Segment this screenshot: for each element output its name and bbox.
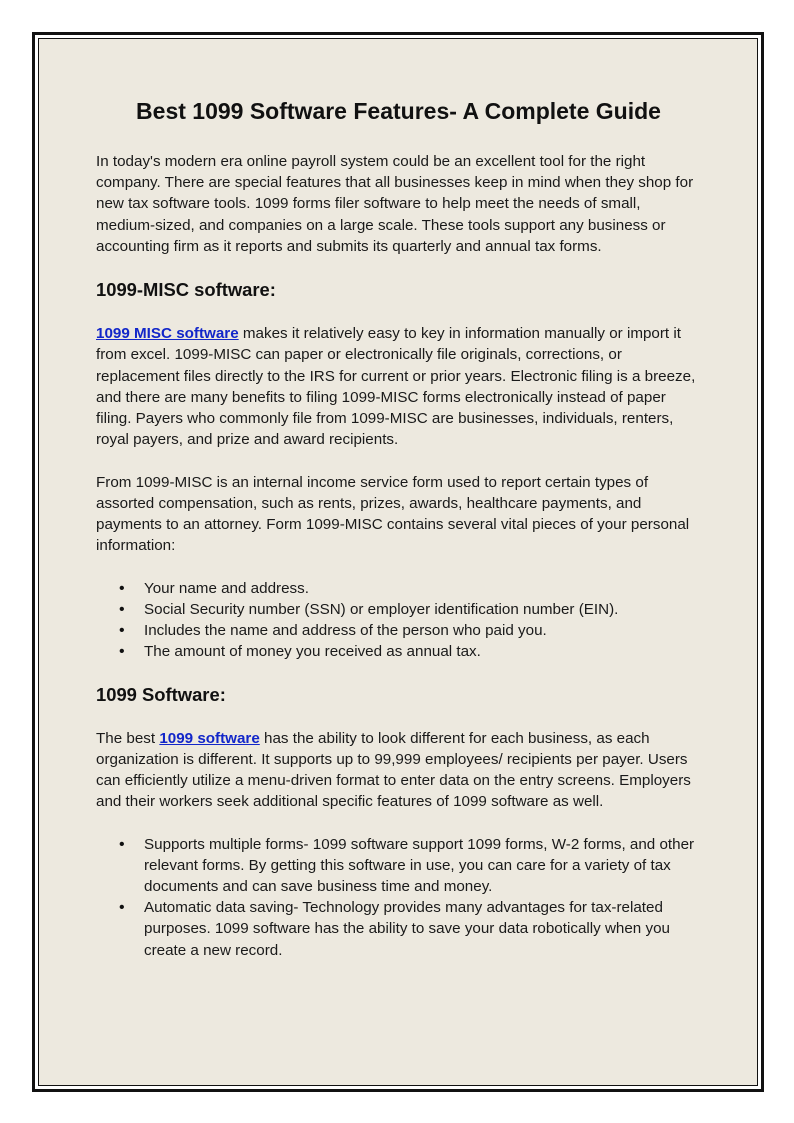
misc-paragraph-2: From 1099-MISC is an internal income service form used to report certain types of assorted compensation, such as rents, prizes, awards, healthcare payments, and payments to an attorney. Form 1099-MISC contains several vital pieces of your personal information:	[96, 473, 690, 555]
list-item: • Social Security number (SSN) or employer identification number (EIN).	[144, 599, 701, 620]
misc-paragraph-1	[96, 323, 701, 450]
software-paragraph	[96, 728, 701, 813]
misc-bullet-list	[96, 578, 701, 663]
link-1099-software[interactable]: 1099 software	[159, 729, 260, 747]
software-paragraph-prefix: The best	[96, 729, 160, 747]
list-item: • The amount of money you received as annual tax.	[144, 641, 701, 662]
page-title: Best 1099 Software Features- A Complete Guide	[136, 98, 661, 124]
list-item: • Supports multiple forms- 1099 software support 1099 forms, W-2 forms, and other relevant forms. By getting this software in use, you can care for a variety of tax documents and can save business time and money.	[144, 834, 701, 898]
section-heading-1099: 1099 Software:	[96, 683, 226, 705]
document-body	[96, 96, 701, 982]
software-bullet-list	[96, 834, 701, 961]
intro-paragraph: In today's modern era online payroll system could be an excellent tool for the right company. There are special features that all businesses keep in mind when they shop for new tax software tools. 1099 forms filer software to help meet the needs of small, medium-sized, and companies on a large scale. These tools support any business or accounting firm as it reports and submits its quarterly and annual tax forms.	[96, 153, 694, 255]
software-paragraph-text: has the ability to look different for each business, as each organization is different. It supports up to 99,999 employees/ recipients per payer. Users can efficiently utilize a menu-driven format to enter data on the entry screens. Employers and their workers seek additional specific features of 1099 software as well.	[96, 729, 691, 811]
list-item: • Your name and address.	[144, 578, 701, 599]
list-item: • Includes the name and address of the person who paid you.	[144, 620, 701, 641]
link-1099-misc-software[interactable]: 1099 MISC software	[96, 325, 239, 343]
section-heading-misc: 1099-MISC software:	[96, 279, 276, 301]
misc-paragraph-1-text: makes it relatively easy to key in information manually or import it from excel. 1099-MISC can paper or electronically file originals, corrections, or replacement files directly to the IRS for current or prior years. Electronic filing is a breeze, and there are many benefits to filing 1099-MISC forms electronically instead of paper filing. Payers who commonly file from 1099-MISC are businesses, individuals, renters, royal payers, and prize and award recipients.	[96, 325, 696, 449]
list-item: • Automatic data saving- Technology provides many advantages for tax-related purposes. 1099 software has the ability to save your data robotically when you create a new record.	[144, 897, 701, 961]
